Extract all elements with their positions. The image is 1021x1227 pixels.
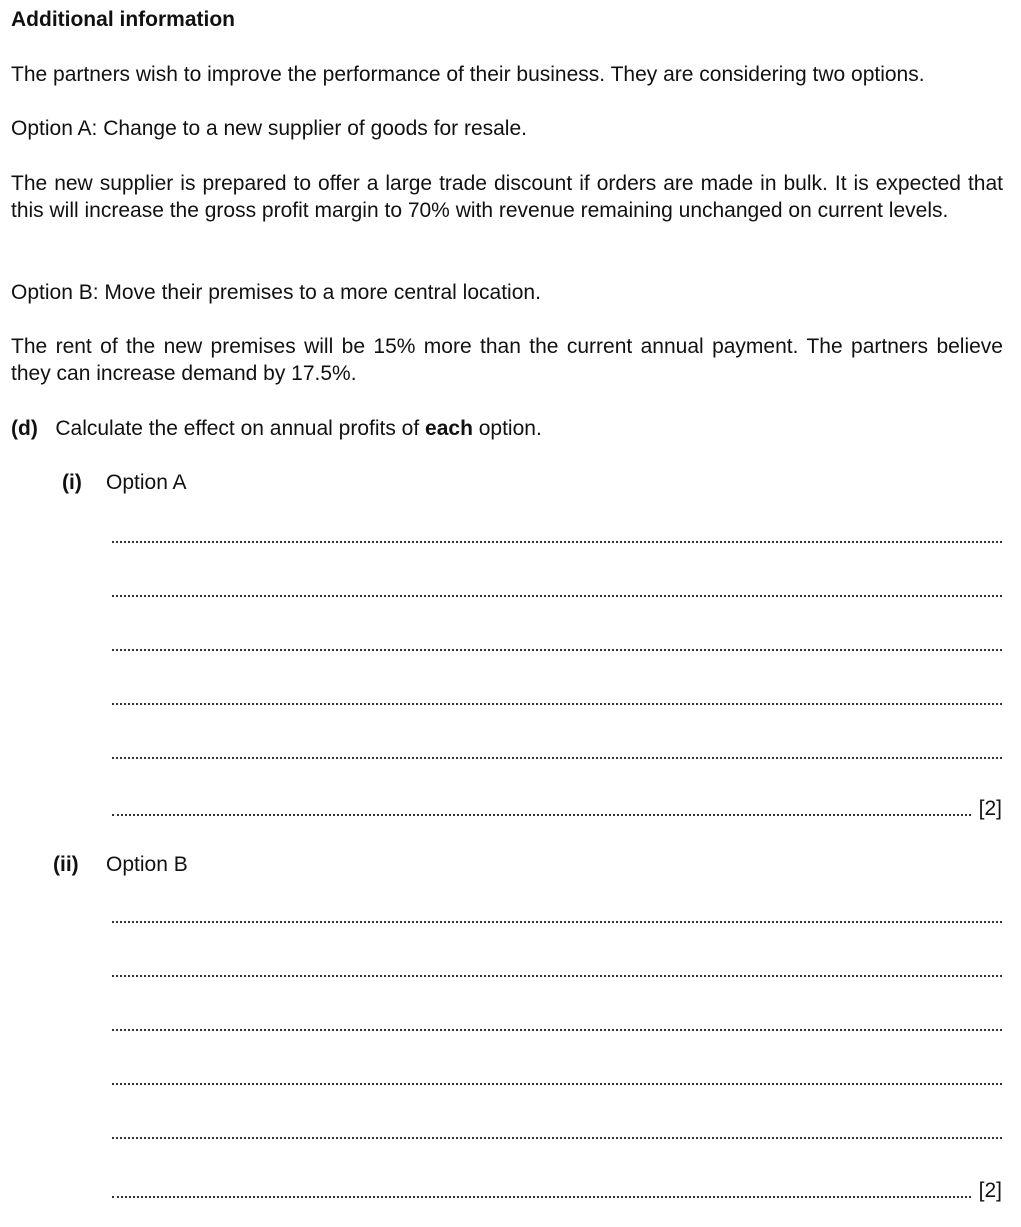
answer-line-ii-1[interactable] — [112, 902, 1002, 929]
part-i-label: (i) — [62, 471, 82, 494]
part-i-title: Option A — [106, 471, 187, 494]
question-d-text-after: option. — [472, 417, 542, 440]
answer-line-ii-5[interactable] — [112, 1118, 1002, 1145]
option-b-description: The rent of the new premises will be 15% more than the current annual payment. The partners believe they can increase demand by 17.5%. — [11, 335, 1003, 385]
part-i-marks: [2] — [978, 797, 1002, 820]
question-d — [11, 415, 1003, 442]
intro-paragraph: The partners wish to improve the performance of their business. They are considering two options. — [11, 63, 925, 86]
answer-line-i-5[interactable] — [112, 738, 1002, 765]
option-a-description: The new supplier is prepared to offer a large trade discount if orders are made in bulk. It is expected that this will increase the gross profit margin to 70% with revenue remaining unchanged on current levels. — [11, 172, 1003, 222]
answer-line-i-4[interactable] — [112, 684, 1002, 711]
part-ii-marks: [2] — [978, 1179, 1002, 1202]
answer-line-ii-6[interactable] — [112, 1177, 1002, 1204]
part-ii-label: (ii) — [53, 853, 79, 876]
part-i — [62, 469, 187, 496]
answer-line-ii-3[interactable] — [112, 1010, 1002, 1037]
question-d-label: (d) — [11, 417, 38, 440]
answer-line-i-3[interactable] — [112, 630, 1002, 657]
option-b-title: Option B: Move their premises to a more central location. — [11, 281, 541, 304]
answer-line-ii-4[interactable] — [112, 1064, 1002, 1091]
part-ii-title: Option B — [106, 853, 188, 876]
answer-line-i-1[interactable] — [112, 522, 1002, 549]
answer-line-i-6[interactable] — [112, 795, 1002, 822]
question-d-text-bold: each — [425, 417, 473, 440]
section-heading: Additional information — [11, 8, 235, 31]
answer-line-i-2[interactable] — [112, 576, 1002, 603]
option-a-title: Option A: Change to a new supplier of goods for resale. — [11, 117, 527, 140]
answer-line-ii-2[interactable] — [112, 956, 1002, 983]
part-ii — [53, 851, 188, 878]
question-d-text-before: Calculate the effect on annual profits of — [55, 417, 426, 440]
